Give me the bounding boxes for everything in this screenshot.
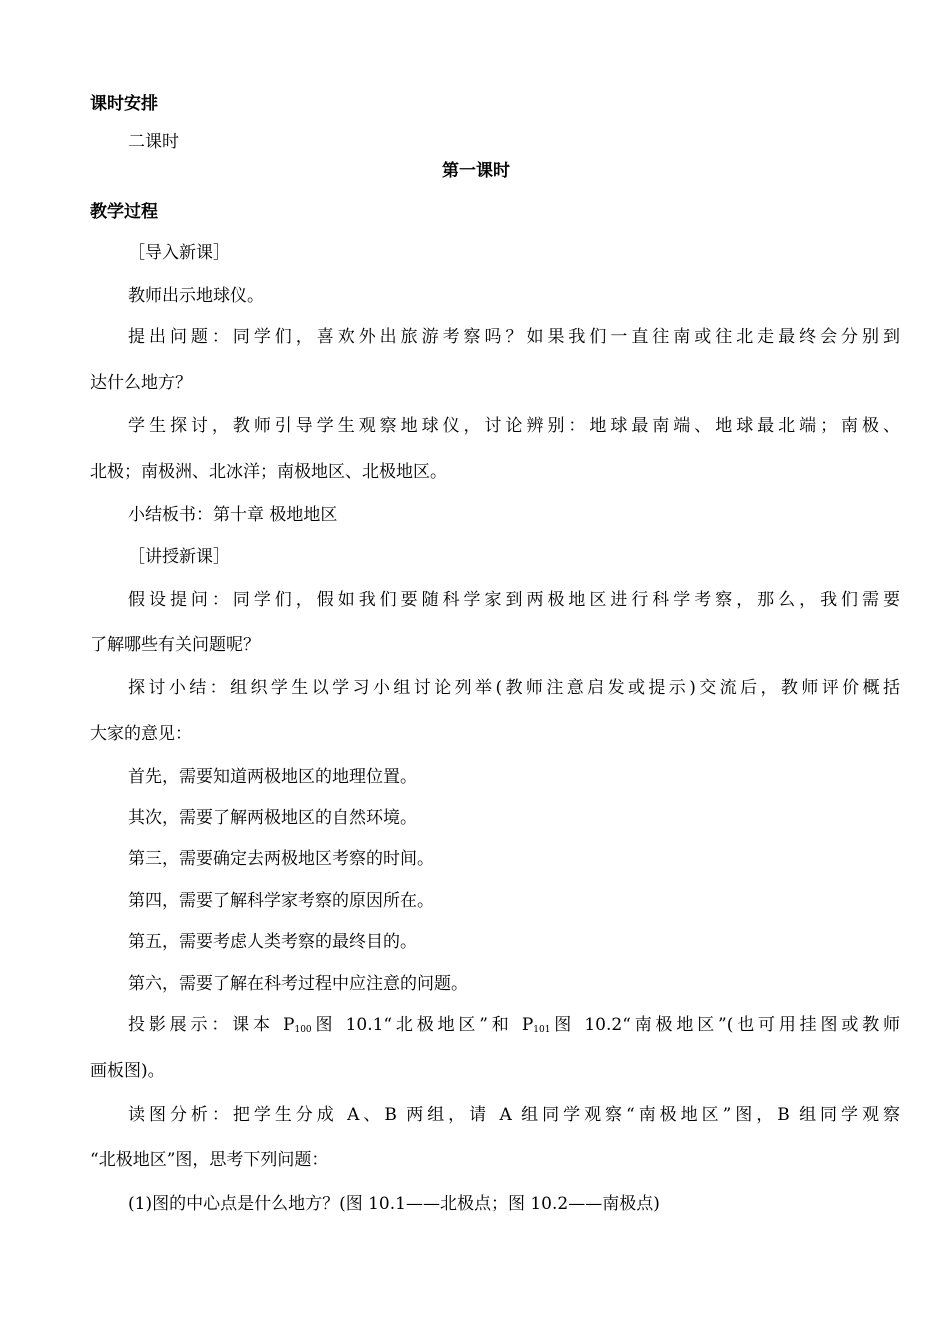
list-item: 第四，需要了解科学家考察的原因所在。 — [128, 891, 434, 911]
schedule-value: 二课时 — [128, 132, 179, 152]
summary-paragraph: 小结板书：第十章 极地地区 — [128, 505, 338, 525]
assume-line-1: 假设提问：同学们，假如我们要随科学家到两极地区进行科学考察，那么，我们需要 — [128, 590, 900, 610]
question-line-1: 提出问题：同学们，喜欢外出旅游考察吗？如果我们一直往南或往北走最终会分别到 — [128, 327, 900, 347]
process-heading: 教学过程 — [90, 202, 158, 222]
projection-text-1: 投影展示：课本 P — [128, 1015, 295, 1035]
question-1: (1)图的中心点是什么地方？(图 10.1——北极点；图 10.2——南极点) — [128, 1194, 660, 1214]
list-item: 首先，需要知道两极地区的地理位置。 — [128, 767, 417, 787]
intro-section-label: ［导入新课］ — [128, 243, 230, 263]
projection-line-1 — [90, 1013, 900, 1040]
discuss-line-2: 北极；南极洲、北冰洋；南极地区、北极地区。 — [90, 462, 447, 482]
list-item: 第三，需要确定去两极地区考察的时间。 — [128, 849, 434, 869]
list-item: 其次，需要了解两极地区的自然环境。 — [128, 808, 417, 828]
read-line-1: 读图分析：把学生分成 A、B 两组，请 A 组同学观察“南极地区”图，B 组同学观察 — [128, 1105, 900, 1125]
teach-section-label: ［讲授新课］ — [128, 547, 230, 567]
list-item: 第六，需要了解在科考过程中应注意的问题。 — [128, 974, 468, 994]
question-line-2: 达什么地方？ — [90, 373, 192, 393]
read-line-2: “北极地区”图，思考下列问题： — [90, 1150, 329, 1170]
explore-line-2: 大家的意见： — [90, 724, 192, 744]
lesson-title: 第一课时 — [442, 161, 510, 181]
discuss-line-1: 学生探讨，教师引导学生观察地球仪，讨论辨别：地球最南端、地球最北端；南极、 — [128, 416, 900, 436]
schedule-heading: 课时安排 — [90, 94, 158, 114]
projection-line-2: 画板图)。 — [90, 1061, 165, 1081]
explore-line-1: 探讨小结：组织学生以学习小组讨论列举(教师注意启发或提示)交流后，教师评价概括 — [128, 678, 900, 698]
page-subscript-100: 100 — [294, 1025, 312, 1035]
projection-text-2: 图 10.1“北极地区”和 P — [311, 1015, 534, 1035]
page-subscript-101: 101 — [533, 1025, 551, 1035]
assume-line-2: 了解哪些有关问题呢？ — [90, 635, 260, 655]
list-item: 第五，需要考虑人类考察的最终目的。 — [128, 932, 417, 952]
teacher-show-paragraph: 教师出示地球仪。 — [128, 286, 264, 306]
projection-text-3: 图 10.2“南极地区”(也可用挂图或教师 — [550, 1015, 901, 1035]
